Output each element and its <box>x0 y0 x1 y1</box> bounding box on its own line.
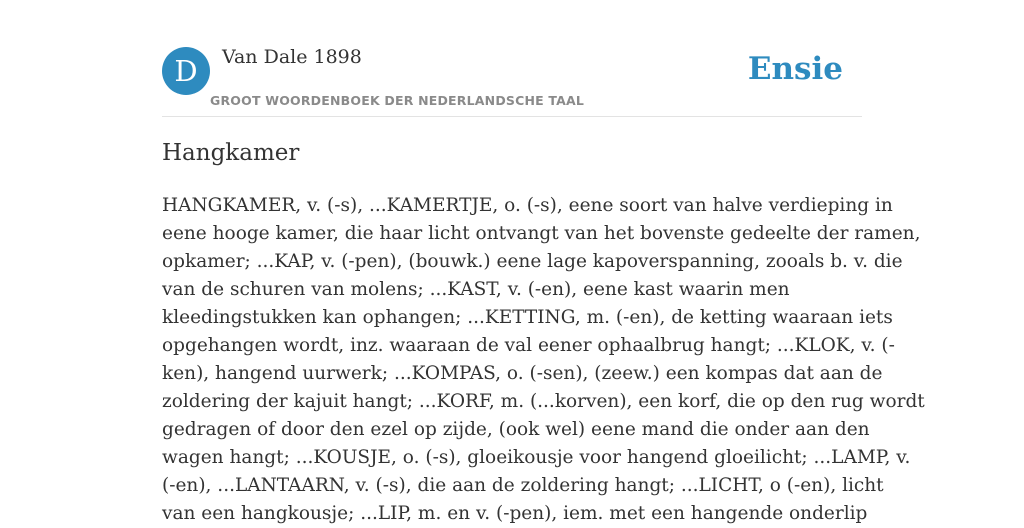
definition-line: wagen hangt; ...KOUSJE, o. (-s), gloeikousje voor hangend gloeilicht; ...LAMP, v. <box>162 447 911 468</box>
dictionary-logo[interactable]: D <box>162 47 210 95</box>
definition-line: opgehangen wordt, inz. waaraan de val eener ophaalbrug hangt; ...KLOK, v. (- <box>162 335 895 356</box>
entry-definition <box>162 192 925 528</box>
definition-line: gedragen of door den ezel op zijde, (ook wel) eene mand die onder aan den <box>162 419 870 440</box>
dictionary-title[interactable]: Van Dale 1898 <box>222 46 362 68</box>
definition-line: van een hangkousje; ...LIP, m. en v. (-pen), iem. met een hangende onderlip <box>162 503 868 524</box>
definition-line: (-en), ...LANTAARN, v. (-s), die aan de zoldering hangt; ...LICHT, o (-en), licht <box>162 475 884 496</box>
brand-logo[interactable]: Ensie <box>747 51 843 87</box>
definition-line: ken), hangend uurwerk; ...KOMPAS, o. (-sen), (zeew.) een kompas dat aan de <box>162 363 883 384</box>
definition-line: kleedingstukken kan ophangen; ...KETTING, m. (-en), de ketting waaraan iets <box>162 307 893 328</box>
entry-title: Hangkamer <box>162 140 300 166</box>
site-header <box>162 0 862 117</box>
dictionary-subtitle: GROOT WOORDENBOEK DER NEDERLANDSCHE TAAL <box>210 93 585 108</box>
definition-line: opkamer; ...KAP, v. (-pen), (bouwk.) eene lage kapoverspanning, zooals b. v. die <box>162 251 903 272</box>
definition-line: eene hooge kamer, die haar licht ontvangt van het bovenste gedeelte der ramen, <box>162 223 921 244</box>
definition-line: HANGKAMER, v. (-s), ...KAMERTJE, o. (-s), eene soort van halve verdieping in <box>162 195 893 216</box>
definition-line: van de schuren van molens; ...KAST, v. (-en), eene kast waarin men <box>162 279 790 300</box>
definition-line: zoldering der kajuit hangt; ...KORF, m. (...korven), een korf, die op den rug wordt <box>162 391 925 412</box>
